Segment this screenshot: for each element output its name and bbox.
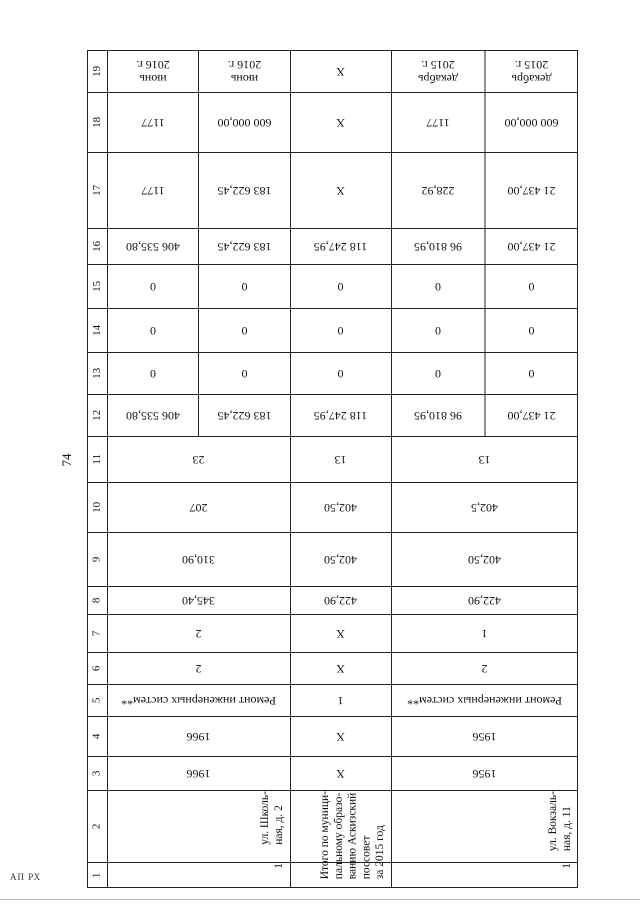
column-number-11 [87,436,107,482]
row-1-subrow-b-c15 [199,264,290,308]
row-2-c6 [290,652,391,684]
row-3-subrow-b-c15 [485,264,578,308]
column-number-11-text: 11 [90,453,103,465]
row-3-c4-text: 1956 [472,729,497,744]
column-number-6-text: 6 [90,665,103,671]
row-3-subrow-b-c17-text: 21 437,00 [507,183,556,198]
column-number-10-text: 10 [90,501,103,513]
column-number-1-text: 1 [90,872,103,878]
row-3-c5 [391,684,578,716]
row-2-c7 [290,614,391,652]
row-2-c13 [290,352,391,394]
column-number-17 [87,152,107,228]
row-1-subrow-a-c13-text: 0 [150,366,156,381]
row-1-c3 [107,756,290,790]
column-number-5 [87,684,107,716]
row-3-subrow-a-c14 [391,308,485,352]
row-2-c7-text: X [336,626,345,641]
column-number-16 [87,228,107,264]
row-1-subrow-b-c15-text: 0 [241,279,248,294]
row-1-c10-text: 207 [189,500,208,515]
total-row-label-text: Итого по муници- пальному образо- ванию Аскизский поссовет за 2015 год [319,791,387,880]
row-3-c10-text: 402,5 [471,500,498,515]
repair-program-table [87,50,578,888]
row-1-subrow-b-c19 [199,50,290,92]
row-2-c14 [290,308,391,352]
row-2-c15-text: 0 [337,279,344,294]
row-3-subrow-a-c15-text: 0 [435,279,441,294]
row-1-subrow-b-c12-text: 183 622,45 [217,408,272,423]
column-number-16-text: 16 [90,240,103,252]
row-1-c5-text: Ремонт инженерных систем** [121,693,276,708]
column-number-13-text: 13 [90,367,103,379]
row-2-c8-text: 422,90 [324,593,357,608]
row-1-subrow-a-c12-text: 406 535,80 [126,408,180,423]
column-number-1 [87,862,107,888]
column-number-10 [87,482,107,532]
row-1-subrow-b-c13 [199,352,290,394]
row-3-subrow-b-c14 [485,308,578,352]
row-1-subrow-a-c19 [107,50,199,92]
row-1-subrow-a-c13 [107,352,199,394]
column-number-14-text: 14 [90,324,103,336]
row-3-subrow-a-c18-text: 1177 [426,115,450,130]
row-3-subrow-a-c17 [391,152,485,228]
column-number-12-text: 12 [90,409,103,421]
row-1-c7 [107,614,290,652]
row-3-c1-text: 1 [561,863,574,869]
row-1-subrow-a-c18-text: 1177 [141,115,165,130]
row-3-subrow-b-c13-text: 0 [528,366,535,381]
row-1-c4 [107,716,290,756]
row-1-subrow-b-c19-text: июнь 2016 г. [227,58,262,86]
row-1-subrow-a-c19-text: июнь 2016 г. [136,58,170,86]
row-1-subrow-a-c14 [107,308,199,352]
column-number-7 [87,614,107,652]
column-number-15 [87,264,107,308]
column-number-12 [87,394,107,436]
row-3-c7-text: 1 [481,626,488,641]
column-number-14 [87,308,107,352]
row-1-subrow-a-c16 [107,228,199,264]
row-3-subrow-b-c12-text: 21 437,00 [507,408,556,423]
row-2-c11-text: 13 [334,452,347,467]
row-3-c3-text: 1956 [472,766,497,781]
row-1-subrow-a-c17-text: 1177 [141,183,165,198]
row-3-c5-text: Ремонт инженерных систем** [407,693,562,708]
row-1-c1 [107,862,290,888]
column-number-8 [87,586,107,614]
row-3-subrow-a-c16-text: 96 810,95 [414,239,462,254]
row-2-c12-text: 118 247,95 [313,408,368,423]
row-3-c9-text: 402,50 [468,552,501,567]
column-number-19-text: 19 [90,65,103,77]
row-1-subrow-b-c12 [199,394,290,436]
row-3-subrow-b-c14-text: 0 [528,323,535,338]
column-number-2-text: 2 [90,823,103,829]
row-1-c4-text: 1966 [186,729,211,744]
row-1-c11 [107,436,290,482]
row-3-c9 [391,532,578,586]
row-1-subrow-a-c16-text: 406 535,80 [126,239,180,254]
column-number-18 [87,92,107,152]
row-1-c6-text: 2 [195,661,202,676]
row-3-subrow-a-c12-text: 96 810,95 [414,408,462,423]
row-3-subrow-b-c19-text: декабрь 2015 г. [511,58,552,86]
row-3-c8 [391,586,578,614]
row-1-subrow-a-c14-text: 0 [150,323,156,338]
row-1-subrow-a-c18 [107,92,199,152]
column-number-5-text: 5 [90,697,103,703]
page-number: 74 [59,453,74,467]
row-2-c19 [290,50,391,92]
row-1-c11-text: 23 [192,452,205,467]
row-3-address-text: ул. Вокзаль- ная, д. 11 [547,791,574,852]
row-3-c11-text: 13 [478,452,491,467]
row-1-c5 [107,684,290,716]
row-2-c3-text: X [336,766,345,781]
column-number-7-text: 7 [90,630,103,636]
row-3-subrow-a-c19-text: декабрь 2015 г. [418,58,458,86]
row-3-subrow-b-c12 [485,394,578,436]
row-2-c3 [290,756,391,790]
row-1-subrow-a-c15 [107,264,199,308]
row-1-address-text: ул. Школь- ная, д. 2 [259,791,286,845]
column-number-17-text: 17 [90,184,103,196]
row-3-c6-text: 2 [481,661,488,676]
row-2-c18-text: X [336,115,345,130]
row-3-subrow-b-c19 [485,50,578,92]
row-2-c5-text: 1 [337,693,344,708]
row-3-c4 [391,716,578,756]
row-2-c17 [290,152,391,228]
row-2-c17-text: X [336,183,345,198]
row-2-c18 [290,92,391,152]
row-3-subrow-a-c14-text: 0 [435,323,441,338]
column-number-13 [87,352,107,394]
row-1-subrow-b-c16 [199,228,290,264]
row-2-c13-text: 0 [337,366,344,381]
row-3-subrow-a-c15 [391,264,485,308]
row-3-subrow-a-c16 [391,228,485,264]
row-2-c10-text: 402,50 [324,500,357,515]
row-2-c19-text: X [336,64,345,79]
row-2-c9 [290,532,391,586]
row-3-c8-text: 422,90 [468,593,501,608]
row-3-c7 [391,614,578,652]
row-3-subrow-b-c16-text: 21 437,00 [507,239,556,254]
row-1-subrow-b-c18-text: 600 000,00 [217,115,272,130]
row-1-subrow-b-c14-text: 0 [241,323,248,338]
row-2-c5 [290,684,391,716]
row-1-c8-text: 345,40 [182,593,215,608]
row-1-c1-text: 1 [273,863,286,869]
row-3-subrow-a-c17-text: 228,92 [421,183,455,198]
row-2-c16 [290,228,391,264]
row-3-c11 [391,436,578,482]
row-2-c6-text: X [336,661,345,676]
column-number-19 [87,50,107,92]
column-number-15-text: 15 [90,280,103,292]
column-number-9-text: 9 [90,556,103,562]
column-number-9 [87,532,107,586]
row-1-c7-text: 2 [195,626,202,641]
row-2-c10 [290,482,391,532]
column-number-8-text: 8 [90,597,103,603]
row-3-c3 [391,756,578,790]
row-3-subrow-a-c13-text: 0 [435,366,441,381]
row-1-c10 [107,482,290,532]
row-1-subrow-b-c17 [199,152,290,228]
row-1-c8 [107,586,290,614]
row-2-c4 [290,716,391,756]
row-3-subrow-a-c12 [391,394,485,436]
row-3-subrow-a-c18 [391,92,485,152]
row-3-c10 [391,482,578,532]
row-3-c1 [391,862,578,888]
row-1-c9-text: 310,90 [182,552,215,567]
column-number-4-text: 4 [90,733,103,739]
row-1-subrow-b-c18 [199,92,290,152]
row-3-subrow-b-c13 [485,352,578,394]
row-3-subrow-a-c13 [391,352,485,394]
total-row-label [290,790,391,888]
column-number-18-text: 18 [90,116,103,128]
row-1-subrow-b-c13-text: 0 [241,366,248,381]
row-2-c9-text: 402,50 [324,552,357,567]
row-2-c14-text: 0 [337,323,344,338]
archive-footer-mark: АП РХ [10,872,42,882]
page-bottom-edge [0,899,640,900]
column-number-2 [87,790,107,862]
row-3-c6 [391,652,578,684]
row-1-subrow-b-c17-text: 183 622,45 [217,183,272,198]
row-2-c16-text: 118 247,95 [313,239,368,254]
column-number-3-text: 3 [90,770,103,776]
row-3-subrow-a-c19 [391,50,485,92]
row-1-address [107,790,290,862]
row-2-c4-text: X [336,729,345,744]
column-number-6 [87,652,107,684]
column-number-3 [87,756,107,790]
row-1-c3-text: 1966 [186,766,211,781]
row-3-subrow-b-c18 [485,92,578,152]
row-3-subrow-b-c18-text: 600 000,00 [504,115,559,130]
row-1-subrow-a-c17 [107,152,199,228]
row-1-subrow-a-c15-text: 0 [150,279,156,294]
row-1-c9 [107,532,290,586]
row-1-c6 [107,652,290,684]
row-3-subrow-b-c16 [485,228,578,264]
row-2-c15 [290,264,391,308]
column-number-4 [87,716,107,756]
row-2-c11 [290,436,391,482]
row-1-subrow-b-c14 [199,308,290,352]
row-2-c12 [290,394,391,436]
row-3-subrow-b-c15-text: 0 [528,279,535,294]
row-1-subrow-a-c12 [107,394,199,436]
row-2-c8 [290,586,391,614]
row-3-subrow-b-c17 [485,152,578,228]
row-3-address [391,790,578,862]
row-1-subrow-b-c16-text: 183 622,45 [217,239,272,254]
